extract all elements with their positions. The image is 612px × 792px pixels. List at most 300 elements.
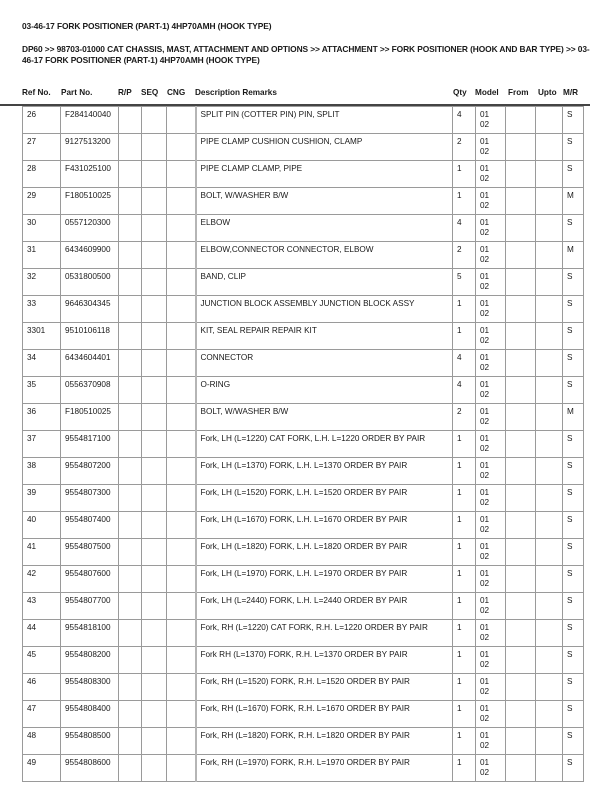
model-line-2: 02	[480, 363, 490, 372]
ref-no-cell: 28	[23, 161, 61, 188]
seq-cell	[142, 674, 167, 701]
qty-cell: 1	[453, 701, 476, 728]
rp-cell	[119, 593, 142, 620]
model-line-1: 01	[480, 677, 490, 686]
upto-cell	[536, 161, 563, 188]
rp-cell	[119, 539, 142, 566]
model-line-2: 02	[480, 606, 490, 615]
ref-no-cell: 39	[23, 485, 61, 512]
model-cell	[476, 431, 506, 458]
mr-cell: S	[563, 431, 584, 458]
seq-cell	[142, 566, 167, 593]
description-cell: ELBOW	[196, 215, 453, 242]
upto-cell	[536, 755, 563, 782]
cng-cell	[167, 431, 196, 458]
model-line-1: 01	[480, 299, 490, 308]
cng-cell	[167, 485, 196, 512]
ref-no-cell: 40	[23, 512, 61, 539]
model-line-2: 02	[480, 255, 490, 264]
part-no-cell: 9554808400	[61, 701, 119, 728]
from-cell	[506, 107, 536, 134]
description-cell: Fork, LH (L=1520) FORK, L.H. L=1520 ORDER BY PAIR	[196, 485, 453, 512]
upto-cell	[536, 458, 563, 485]
seq-cell	[142, 242, 167, 269]
from-cell	[506, 188, 536, 215]
table-row	[23, 701, 584, 728]
rp-cell	[119, 323, 142, 350]
mr-cell: S	[563, 647, 584, 674]
qty-cell: 1	[453, 323, 476, 350]
description-cell: PIPE CLAMP CLAMP, PIPE	[196, 161, 453, 188]
table-row	[23, 593, 584, 620]
model-cell	[476, 404, 506, 431]
cng-cell	[167, 404, 196, 431]
qty-cell: 1	[453, 566, 476, 593]
description-cell: BAND, CLIP	[196, 269, 453, 296]
ref-no-cell: 42	[23, 566, 61, 593]
upto-cell	[536, 539, 563, 566]
model-cell	[476, 539, 506, 566]
description-cell: Fork, LH (L=2440) FORK, L.H. L=2440 ORDER BY PAIR	[196, 593, 453, 620]
part-no-cell: 9554807400	[61, 512, 119, 539]
model-cell	[476, 512, 506, 539]
rp-cell	[119, 242, 142, 269]
description-cell: Fork, LH (L=1370) FORK, L.H. L=1370 ORDER BY PAIR	[196, 458, 453, 485]
upto-cell	[536, 728, 563, 755]
mr-cell: S	[563, 269, 584, 296]
model-cell	[476, 674, 506, 701]
page-title: 03-46-17 FORK POSITIONER (PART-1) 4HP70AMH (HOOK TYPE)	[22, 21, 272, 31]
from-cell	[506, 323, 536, 350]
seq-cell	[142, 647, 167, 674]
ref-no-cell: 44	[23, 620, 61, 647]
ref-no-cell: 43	[23, 593, 61, 620]
upto-cell	[536, 701, 563, 728]
upto-cell	[536, 350, 563, 377]
part-no-cell: F284140040	[61, 107, 119, 134]
cng-cell	[167, 269, 196, 296]
part-no-cell: F180510025	[61, 188, 119, 215]
upto-cell	[536, 674, 563, 701]
part-no-cell: 0531800500	[61, 269, 119, 296]
model-cell	[476, 350, 506, 377]
header-from: From	[508, 88, 529, 97]
cng-cell	[167, 161, 196, 188]
table-row	[23, 404, 584, 431]
mr-cell: S	[563, 512, 584, 539]
seq-cell	[142, 458, 167, 485]
from-cell	[506, 242, 536, 269]
cng-cell	[167, 188, 196, 215]
description-cell: Fork, LH (L=1970) FORK, L.H. L=1970 ORDER BY PAIR	[196, 566, 453, 593]
part-no-cell: 9554818100	[61, 620, 119, 647]
qty-cell: 1	[453, 539, 476, 566]
upto-cell	[536, 647, 563, 674]
model-line-2: 02	[480, 336, 490, 345]
part-no-cell: 9554807300	[61, 485, 119, 512]
model-line-2: 02	[480, 417, 490, 426]
cng-cell	[167, 755, 196, 782]
from-cell	[506, 755, 536, 782]
from-cell	[506, 215, 536, 242]
table-row	[23, 755, 584, 782]
from-cell	[506, 350, 536, 377]
upto-cell	[536, 242, 563, 269]
model-cell	[476, 107, 506, 134]
part-no-cell: 9127513200	[61, 134, 119, 161]
model-cell	[476, 188, 506, 215]
qty-cell: 1	[453, 188, 476, 215]
model-cell	[476, 647, 506, 674]
model-line-1: 01	[480, 488, 490, 497]
parts-table	[22, 106, 584, 782]
from-cell	[506, 701, 536, 728]
header-mr: M/R	[563, 88, 579, 97]
from-cell	[506, 161, 536, 188]
from-cell	[506, 404, 536, 431]
model-line-1: 01	[480, 353, 490, 362]
qty-cell: 1	[453, 458, 476, 485]
mr-cell: S	[563, 593, 584, 620]
from-cell	[506, 647, 536, 674]
seq-cell	[142, 377, 167, 404]
model-line-2: 02	[480, 390, 490, 399]
model-line-1: 01	[480, 731, 490, 740]
table-row	[23, 188, 584, 215]
model-line-1: 01	[480, 272, 490, 281]
header-rp: R/P	[118, 88, 132, 97]
header-model: Model	[475, 88, 499, 97]
part-no-cell: 0557120300	[61, 215, 119, 242]
model-cell	[476, 755, 506, 782]
mr-cell: M	[563, 188, 584, 215]
ref-no-cell: 29	[23, 188, 61, 215]
model-cell	[476, 242, 506, 269]
model-line-1: 01	[480, 596, 490, 605]
description-cell: Fork, LH (L=1220) CAT FORK, L.H. L=1220 ORDER BY PAIR	[196, 431, 453, 458]
rp-cell	[119, 134, 142, 161]
table-row	[23, 296, 584, 323]
rp-cell	[119, 620, 142, 647]
breadcrumb: DP60 >> 98703-01000 CAT CHASSIS, MAST, ATTACHMENT AND OPTIONS >> ATTACHMENT >> FORK POSITIONER (HOOK AND BAR TYPE) >> 03-46-17 FORK POSITIONER (PART-1) 4HP70AMH (HOOK TYPE)	[22, 44, 590, 65]
cng-cell	[167, 458, 196, 485]
model-line-2: 02	[480, 525, 490, 534]
model-line-2: 02	[480, 147, 490, 156]
from-cell	[506, 539, 536, 566]
table-row	[23, 161, 584, 188]
ref-no-cell: 47	[23, 701, 61, 728]
mr-cell: S	[563, 134, 584, 161]
model-line-1: 01	[480, 623, 490, 632]
header-cng: CNG	[167, 88, 186, 97]
rp-cell	[119, 674, 142, 701]
model-cell	[476, 485, 506, 512]
qty-cell: 1	[453, 728, 476, 755]
ref-no-cell: 32	[23, 269, 61, 296]
model-line-1: 01	[480, 542, 490, 551]
qty-cell: 1	[453, 620, 476, 647]
upto-cell	[536, 566, 563, 593]
seq-cell	[142, 701, 167, 728]
table-row	[23, 512, 584, 539]
header-upto: Upto	[538, 88, 557, 97]
seq-cell	[142, 161, 167, 188]
mr-cell: S	[563, 755, 584, 782]
seq-cell	[142, 539, 167, 566]
model-line-1: 01	[480, 218, 490, 227]
model-cell	[476, 161, 506, 188]
table-row	[23, 728, 584, 755]
model-cell	[476, 593, 506, 620]
from-cell	[506, 620, 536, 647]
header-seq: SEQ	[141, 88, 159, 97]
model-line-1: 01	[480, 326, 490, 335]
description-cell: Fork RH (L=1370) FORK, R.H. L=1370 ORDER BY PAIR	[196, 647, 453, 674]
model-line-2: 02	[480, 174, 490, 183]
part-no-cell: 9554817100	[61, 431, 119, 458]
qty-cell: 2	[453, 404, 476, 431]
model-line-2: 02	[480, 687, 490, 696]
model-line-2: 02	[480, 633, 490, 642]
description-cell: Fork, RH (L=1820) FORK, R.H. L=1820 ORDER BY PAIR	[196, 728, 453, 755]
table-row	[23, 215, 584, 242]
from-cell	[506, 134, 536, 161]
table-row	[23, 674, 584, 701]
cng-cell	[167, 728, 196, 755]
table-row	[23, 350, 584, 377]
upto-cell	[536, 431, 563, 458]
cng-cell	[167, 350, 196, 377]
model-cell	[476, 728, 506, 755]
model-line-1: 01	[480, 704, 490, 713]
rp-cell	[119, 458, 142, 485]
model-cell	[476, 458, 506, 485]
ref-no-cell: 41	[23, 539, 61, 566]
model-line-1: 01	[480, 245, 490, 254]
description-cell: Fork, RH (L=1220) CAT FORK, R.H. L=1220 ORDER BY PAIR	[196, 620, 453, 647]
from-cell	[506, 593, 536, 620]
description-cell: JUNCTION BLOCK ASSEMBLY JUNCTION BLOCK ASSY	[196, 296, 453, 323]
upto-cell	[536, 134, 563, 161]
mr-cell: S	[563, 458, 584, 485]
model-line-2: 02	[480, 228, 490, 237]
seq-cell	[142, 485, 167, 512]
seq-cell	[142, 269, 167, 296]
seq-cell	[142, 296, 167, 323]
seq-cell	[142, 350, 167, 377]
qty-cell: 4	[453, 107, 476, 134]
model-line-2: 02	[480, 498, 490, 507]
table-header	[0, 88, 612, 100]
model-line-1: 01	[480, 380, 490, 389]
mr-cell: S	[563, 620, 584, 647]
model-cell	[476, 215, 506, 242]
model-line-2: 02	[480, 660, 490, 669]
model-line-2: 02	[480, 282, 490, 291]
upto-cell	[536, 215, 563, 242]
ref-no-cell: 38	[23, 458, 61, 485]
ref-no-cell: 48	[23, 728, 61, 755]
table-row	[23, 134, 584, 161]
rp-cell	[119, 107, 142, 134]
rp-cell	[119, 755, 142, 782]
table-row	[23, 566, 584, 593]
table-row	[23, 620, 584, 647]
model-line-1: 01	[480, 461, 490, 470]
from-cell	[506, 296, 536, 323]
part-no-cell: F180510025	[61, 404, 119, 431]
mr-cell: M	[563, 242, 584, 269]
rp-cell	[119, 350, 142, 377]
rp-cell	[119, 161, 142, 188]
upto-cell	[536, 188, 563, 215]
description-cell: ELBOW,CONNECTOR CONNECTOR, ELBOW	[196, 242, 453, 269]
description-cell: CONNECTOR	[196, 350, 453, 377]
rp-cell	[119, 728, 142, 755]
part-no-cell: 9554808300	[61, 674, 119, 701]
model-line-1: 01	[480, 434, 490, 443]
model-line-2: 02	[480, 444, 490, 453]
upto-cell	[536, 296, 563, 323]
model-line-1: 01	[480, 569, 490, 578]
rp-cell	[119, 512, 142, 539]
upto-cell	[536, 485, 563, 512]
description-cell: Fork, LH (L=1670) FORK, L.H. L=1670 ORDER BY PAIR	[196, 512, 453, 539]
rp-cell	[119, 485, 142, 512]
description-cell: PIPE CLAMP CUSHION CUSHION, CLAMP	[196, 134, 453, 161]
seq-cell	[142, 404, 167, 431]
qty-cell: 1	[453, 755, 476, 782]
qty-cell: 1	[453, 431, 476, 458]
model-cell	[476, 296, 506, 323]
seq-cell	[142, 323, 167, 350]
seq-cell	[142, 431, 167, 458]
model-line-1: 01	[480, 515, 490, 524]
description-cell: KIT, SEAL REPAIR REPAIR KIT	[196, 323, 453, 350]
model-cell	[476, 134, 506, 161]
header-qty: Qty	[453, 88, 467, 97]
from-cell	[506, 512, 536, 539]
qty-cell: 1	[453, 593, 476, 620]
part-no-cell: 9554807500	[61, 539, 119, 566]
description-cell: BOLT, W/WASHER B/W	[196, 188, 453, 215]
qty-cell: 4	[453, 215, 476, 242]
mr-cell: S	[563, 215, 584, 242]
part-no-cell: 9554807700	[61, 593, 119, 620]
header-ref-no: Ref No.	[22, 88, 51, 97]
part-no-cell: 6434604401	[61, 350, 119, 377]
model-cell	[476, 566, 506, 593]
model-cell	[476, 701, 506, 728]
rp-cell	[119, 215, 142, 242]
from-cell	[506, 728, 536, 755]
table-row	[23, 458, 584, 485]
qty-cell: 1	[453, 674, 476, 701]
upto-cell	[536, 404, 563, 431]
cng-cell	[167, 674, 196, 701]
part-no-cell: 9554807200	[61, 458, 119, 485]
mr-cell: S	[563, 107, 584, 134]
model-cell	[476, 269, 506, 296]
cng-cell	[167, 647, 196, 674]
cng-cell	[167, 620, 196, 647]
mr-cell: S	[563, 323, 584, 350]
model-line-2: 02	[480, 741, 490, 750]
part-no-cell: 9554808500	[61, 728, 119, 755]
upto-cell	[536, 323, 563, 350]
from-cell	[506, 674, 536, 701]
header-description: Description Remarks	[195, 88, 277, 97]
cng-cell	[167, 242, 196, 269]
rp-cell	[119, 431, 142, 458]
description-cell: BOLT, W/WASHER B/W	[196, 404, 453, 431]
model-line-2: 02	[480, 471, 490, 480]
from-cell	[506, 485, 536, 512]
table-row	[23, 107, 584, 134]
upto-cell	[536, 620, 563, 647]
table-row	[23, 377, 584, 404]
mr-cell: S	[563, 728, 584, 755]
cng-cell	[167, 323, 196, 350]
table-row	[23, 323, 584, 350]
mr-cell: S	[563, 161, 584, 188]
qty-cell: 1	[453, 647, 476, 674]
part-no-cell: 6434609900	[61, 242, 119, 269]
part-no-cell: 9646304345	[61, 296, 119, 323]
table-row	[23, 269, 584, 296]
upto-cell	[536, 593, 563, 620]
cng-cell	[167, 296, 196, 323]
description-cell: Fork, LH (L=1820) FORK, L.H. L=1820 ORDER BY PAIR	[196, 539, 453, 566]
qty-cell: 2	[453, 134, 476, 161]
rp-cell	[119, 269, 142, 296]
model-line-2: 02	[480, 120, 490, 129]
cng-cell	[167, 701, 196, 728]
mr-cell: S	[563, 566, 584, 593]
from-cell	[506, 458, 536, 485]
from-cell	[506, 566, 536, 593]
ref-no-cell: 45	[23, 647, 61, 674]
cng-cell	[167, 107, 196, 134]
cng-cell	[167, 566, 196, 593]
rp-cell	[119, 188, 142, 215]
cng-cell	[167, 539, 196, 566]
description-cell: Fork, RH (L=1970) FORK, R.H. L=1970 ORDER BY PAIR	[196, 755, 453, 782]
seq-cell	[142, 134, 167, 161]
table-row	[23, 485, 584, 512]
ref-no-cell: 3301	[23, 323, 61, 350]
from-cell	[506, 269, 536, 296]
ref-no-cell: 37	[23, 431, 61, 458]
qty-cell: 2	[453, 242, 476, 269]
rp-cell	[119, 647, 142, 674]
cng-cell	[167, 134, 196, 161]
ref-no-cell: 30	[23, 215, 61, 242]
mr-cell: S	[563, 485, 584, 512]
from-cell	[506, 431, 536, 458]
mr-cell: S	[563, 350, 584, 377]
model-cell	[476, 620, 506, 647]
model-line-2: 02	[480, 579, 490, 588]
ref-no-cell: 34	[23, 350, 61, 377]
part-no-cell: 0556370908	[61, 377, 119, 404]
ref-no-cell: 46	[23, 674, 61, 701]
ref-no-cell: 26	[23, 107, 61, 134]
model-cell	[476, 323, 506, 350]
cng-cell	[167, 593, 196, 620]
model-line-1: 01	[480, 137, 490, 146]
ref-no-cell: 33	[23, 296, 61, 323]
